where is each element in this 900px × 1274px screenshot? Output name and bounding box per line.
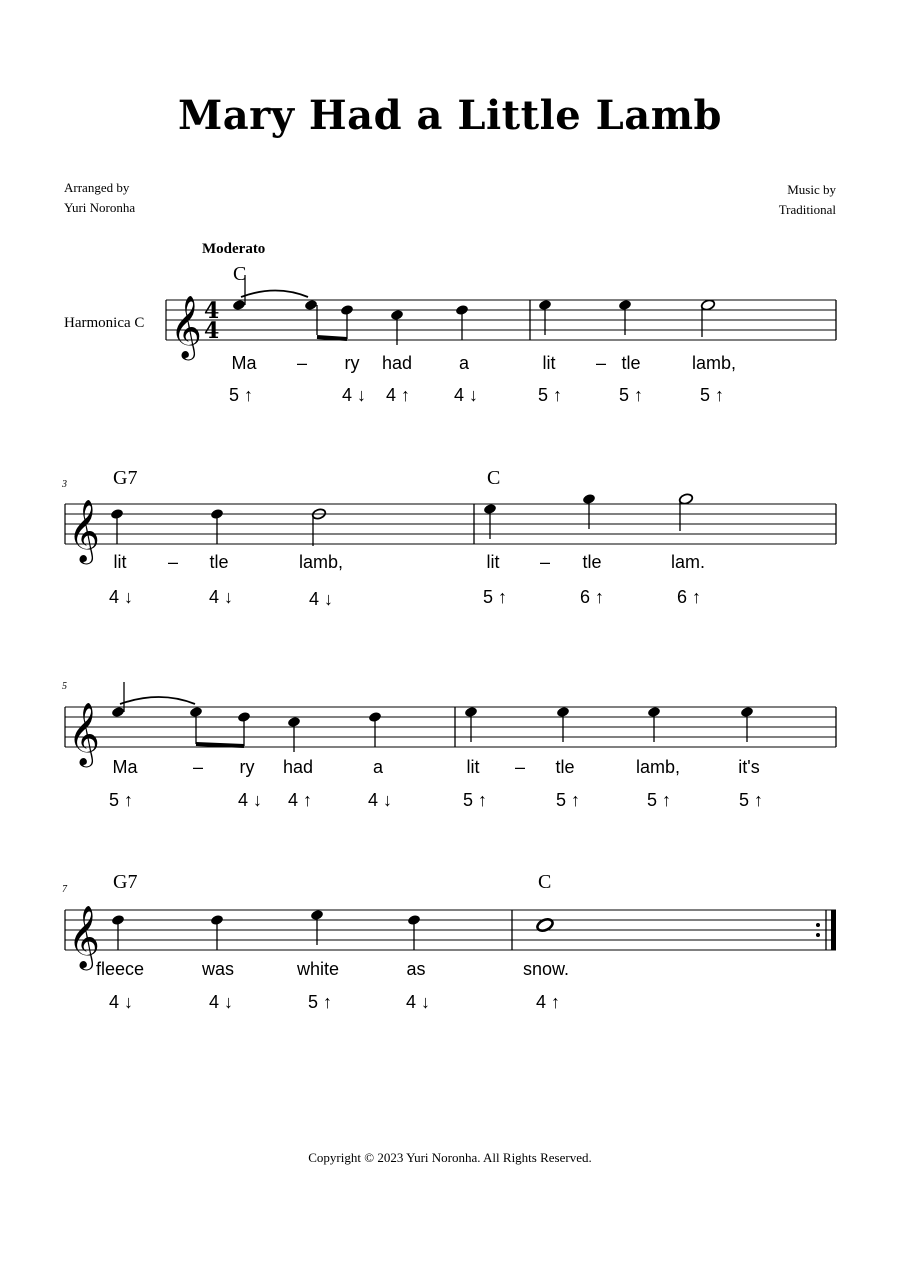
staff-lines: [166, 300, 836, 340]
svg-text:–: –: [192, 757, 204, 777]
svg-text:4 ↑: 4 ↑: [536, 992, 561, 1012]
lyrics-line: [231, 353, 736, 373]
chord-symbol: C: [538, 871, 552, 893]
treble-clef-icon: 𝄞: [68, 499, 100, 562]
svg-text:4 ↓: 4 ↓: [209, 587, 234, 607]
measure-number: 5: [62, 681, 67, 692]
svg-text:5 ↑: 5 ↑: [619, 385, 644, 405]
svg-text:4: 4: [204, 318, 220, 344]
system-2: [61, 467, 836, 609]
note: [111, 914, 125, 950]
svg-text:lamb,: lamb,: [298, 552, 344, 572]
svg-text:4 ↓: 4 ↓: [109, 992, 134, 1012]
svg-text:lit: lit: [542, 353, 556, 373]
chord-symbol: C: [233, 263, 247, 285]
svg-text:4 ↑: 4 ↑: [386, 385, 411, 405]
svg-text:4 ↓: 4 ↓: [238, 790, 263, 810]
system-3: [62, 681, 836, 810]
half-note: [678, 493, 693, 531]
half-note: [700, 299, 715, 337]
svg-text:lit: lit: [486, 552, 500, 572]
beam: [317, 337, 347, 339]
lyrics-line: [96, 959, 569, 979]
svg-text:tle: tle: [621, 353, 641, 373]
svg-text:5 ↑: 5 ↑: [647, 790, 672, 810]
svg-text:4 ↓: 4 ↓: [109, 587, 134, 607]
svg-text:5 ↑: 5 ↑: [538, 385, 563, 405]
slur: [241, 291, 308, 298]
svg-text:6 ↑: 6 ↑: [677, 587, 702, 607]
treble-clef-icon: 𝄞: [170, 295, 202, 358]
svg-text:5 ↑: 5 ↑: [109, 790, 134, 810]
svg-text:it's: it's: [738, 757, 760, 777]
svg-text:–: –: [514, 757, 526, 777]
measure-number: 7: [62, 884, 67, 895]
svg-text:ry: ry: [239, 757, 255, 777]
svg-text:tle: tle: [555, 757, 575, 777]
treble-clef-icon: 𝄞: [68, 905, 100, 968]
svg-text:as: as: [406, 959, 426, 979]
svg-text:5 ↑: 5 ↑: [463, 790, 488, 810]
svg-text:5 ↑: 5 ↑: [229, 385, 254, 405]
svg-text:fleece: fleece: [95, 959, 145, 979]
svg-text:a: a: [458, 353, 470, 373]
harmonica-tab: [109, 790, 763, 810]
svg-text:had: had: [282, 757, 314, 777]
svg-text:–: –: [595, 353, 607, 373]
harmonica-tab: [229, 385, 724, 405]
note: [340, 304, 354, 339]
svg-text:Ma: Ma: [231, 353, 257, 373]
chord-symbol: C: [487, 467, 501, 489]
svg-text:white: white: [296, 959, 340, 979]
svg-text:4 ↓: 4 ↓: [368, 790, 393, 810]
beam: [196, 744, 244, 746]
whole-note: [536, 917, 555, 933]
svg-text:–: –: [539, 552, 551, 572]
lyrics-line: [114, 552, 706, 572]
svg-text:lit: lit: [113, 552, 127, 572]
svg-text:–: –: [296, 353, 308, 373]
svg-text:4 ↑: 4 ↑: [288, 790, 313, 810]
composer-label: Music by: [787, 182, 836, 197]
note: [210, 914, 224, 950]
note: [237, 711, 251, 746]
note: [407, 914, 421, 950]
svg-text:a: a: [372, 757, 384, 777]
svg-text:4 ↓: 4 ↓: [454, 385, 479, 405]
svg-text:had: had: [381, 353, 413, 373]
svg-text:4 ↓: 4 ↓: [209, 992, 234, 1012]
composer-name: Traditional: [778, 202, 836, 217]
svg-text:tle: tle: [582, 552, 602, 572]
svg-text:5 ↑: 5 ↑: [556, 790, 581, 810]
chord-symbol: G7: [113, 871, 138, 893]
half-note: [311, 508, 326, 546]
harmonica-tab: [109, 992, 560, 1012]
svg-text:Ma: Ma: [112, 757, 138, 777]
svg-text:snow.: snow.: [522, 959, 570, 979]
note: [210, 508, 224, 544]
svg-text:4 ↓: 4 ↓: [406, 992, 431, 1012]
arranger-label: Arranged by: [64, 180, 130, 195]
page-title: Mary Had a Little Lamb: [177, 92, 723, 139]
svg-text:5 ↑: 5 ↑: [739, 790, 764, 810]
slur: [120, 697, 195, 704]
arranger-name: Yuri Noronha: [64, 200, 136, 215]
svg-text:5 ↑: 5 ↑: [700, 385, 725, 405]
measure-number: 3: [62, 479, 67, 490]
harmonica-tab: [109, 587, 701, 609]
staff-lines: [65, 707, 836, 747]
copyright-notice: Copyright © 2023 Yuri Noronha. All Rights Reserved.: [308, 1150, 592, 1165]
svg-text:lit: lit: [466, 757, 480, 777]
svg-text:5 ↑: 5 ↑: [483, 587, 508, 607]
svg-text:lamb,: lamb,: [691, 353, 737, 373]
svg-text:tle: tle: [209, 552, 229, 572]
svg-text:4 ↓: 4 ↓: [342, 385, 367, 405]
note: [189, 706, 203, 744]
lyrics-line: [112, 757, 759, 777]
svg-text:was: was: [201, 959, 235, 979]
instrument-name: Harmonica C: [64, 315, 145, 331]
staff-lines: [65, 504, 836, 544]
system-1: [166, 263, 836, 405]
svg-text:5 ↑: 5 ↑: [308, 992, 333, 1012]
staff-lines: [65, 910, 836, 950]
chord-symbol: G7: [113, 467, 138, 489]
note: [368, 711, 382, 747]
svg-text:lamb,: lamb,: [635, 757, 681, 777]
note: [111, 682, 125, 718]
note: [110, 508, 124, 544]
treble-clef-icon: 𝄞: [68, 702, 100, 765]
svg-text:ry: ry: [344, 353, 360, 373]
svg-text:6 ↑: 6 ↑: [580, 587, 605, 607]
svg-text:lam.: lam.: [670, 552, 706, 572]
svg-text:–: –: [167, 552, 179, 572]
svg-text:4: 4: [204, 298, 220, 324]
system-4: [62, 871, 836, 1012]
note: [455, 304, 469, 340]
time-signature: [204, 298, 219, 344]
svg-text:4 ↓: 4 ↓: [309, 589, 334, 609]
tempo-marking: Moderato: [202, 241, 266, 257]
